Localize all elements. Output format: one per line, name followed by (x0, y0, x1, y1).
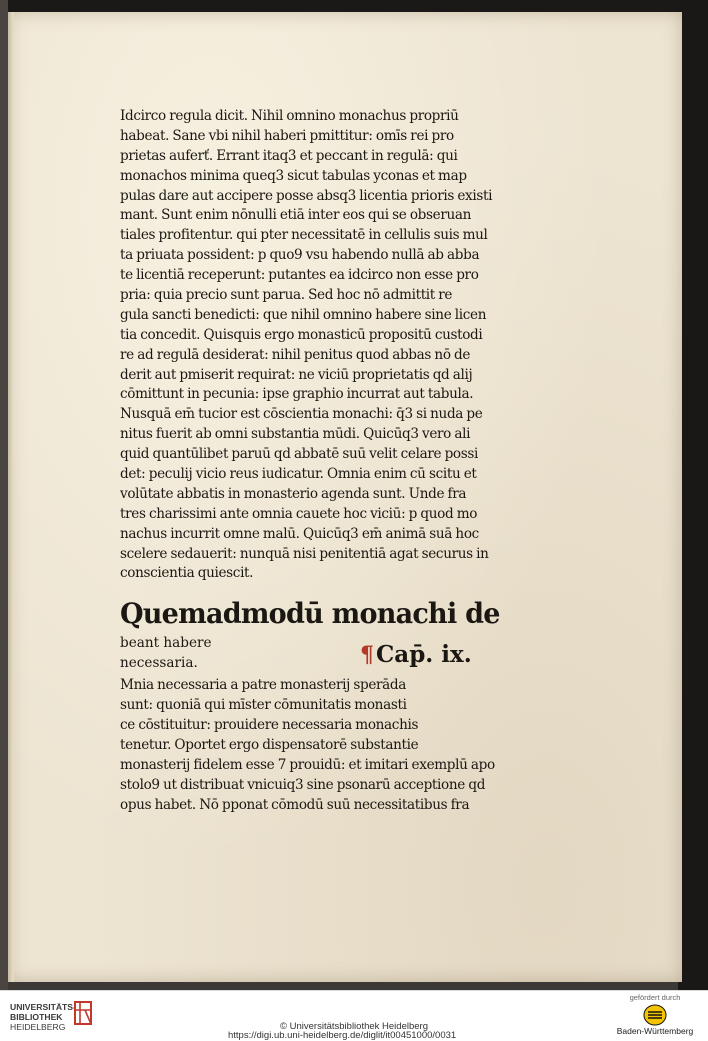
text-line: habeat. Sane vbi nihil haberi pmittitur: omīs rei pro (120, 127, 454, 144)
text-line: Idcirco regula dicit. Nihil omnino monachus propriū (120, 108, 459, 124)
scan-border-right (678, 0, 708, 990)
chapter-heading: Quemadmodū monachi de (120, 597, 500, 631)
text-line: nachus incurrit omne malū. Quicūq3 em̄ animā suā hoc (120, 525, 479, 542)
text-line: pulas dare aut accipere posse absq3 licentia prioris existi (120, 187, 493, 204)
text-line: cōmittunt in pecunia: ipse graphio incurrat aut tabula. (120, 386, 474, 403)
sponsor-name: Baden-Württemberg (616, 1026, 694, 1036)
text-line: sunt: quoniā qui mīster cōmunitatis monasti (120, 697, 407, 714)
text-line: pria: quia precio sunt parua. Sed hoc nō admittit re (120, 287, 453, 304)
permalink-url[interactable]: https://digi.ub.uni-heidelberg.de/diglit/it00451000/0031 (228, 1030, 457, 1041)
text-line: stolo9 ut distribuat vnicuiq3 sine psonarū acceptione qd (120, 776, 486, 793)
text-line: tres charissimi ante omnia cauete hoc viciū: p quod mo (120, 505, 478, 522)
text-line: te licentiā receperunt: putantes ea idcirco non esse pro (120, 267, 479, 284)
text-line: tenetur. Oportet ergo dispensatorē substantie (120, 737, 419, 754)
chapter-subheading-line: beant habere (120, 635, 212, 652)
text-line: mant. Sunt enim nōnulli etiā inter eos qui se obseruan (120, 207, 472, 224)
chapter-heading-row (120, 594, 530, 634)
text-line: tia concedit. Quisquis ergo monasticū propositū custodi (120, 326, 483, 343)
text-line: nitus fuerit ab omni substantia mūdi. Quicūq3 vero ali (120, 426, 471, 443)
library-name-line: HEIDELBERG (10, 1022, 66, 1032)
baden-wuerttemberg-crest-icon (642, 1004, 668, 1026)
library-name-line: UNIVERSITÄTS- (10, 1002, 76, 1012)
sponsor-block (612, 993, 698, 1036)
body-text-part-1 (120, 107, 530, 584)
text-line: monasterij fidelem esse 7 prouidū: et imitari exemplū apo (120, 756, 495, 773)
chapter-subheading-line: necessaria. (120, 655, 198, 672)
viewer-footer (0, 990, 708, 1041)
printed-text-block (120, 107, 530, 816)
text-line: gula sancti benedicti: que nihil omnino habere sine licen (120, 306, 487, 323)
text-line: prietas auferť. Errant itaq3 et peccant in regulā: qui (120, 147, 458, 164)
text-line: tiales profitentur. qui pter necessitatē in cellulis suis mul (120, 227, 488, 244)
text-line: derit aut pmiserit requirat: ne viciū proprietatis qd alij (120, 366, 473, 383)
chapter-subheading (120, 634, 212, 674)
text-line: conscientia quiescit. (120, 565, 254, 582)
text-line: scelere sedauerit: nunquā nisi penitentiā agat securus in (120, 545, 489, 562)
chapter-number (360, 640, 472, 670)
text-line: det: peculij vicio reus iudicatur. Omnia enim cū scitu et (120, 466, 477, 483)
text-line: Nusquā em̄ tucior est cōscientia monachi: q̄3 si nuda pe (120, 406, 483, 423)
text-line: volūtate abbatis in monasterio agenda sunt. Unde fra (120, 485, 467, 502)
text-line: quid quantūlibet paruū qd abbatē suū velit celare possi (120, 446, 479, 463)
text-line: re ad regulā desiderat: nihil penitus quod abbas nō de (120, 346, 471, 363)
library-name-line: BIBLIOTHEK (10, 1012, 63, 1022)
copyright-notice: © Universitätsbibliothek Heidelberg (280, 1021, 428, 1032)
sponsor-label: gefördert durch (629, 993, 681, 1002)
book-page (8, 12, 682, 982)
text-line: monachos minima queq3 sicut tabulas yconas et map (120, 167, 467, 184)
chapter-number-label: Cap̄. ix. (376, 641, 472, 669)
text-line: ce cōstituitur: prouidere necessaria monachis (120, 717, 419, 734)
text-line: Mnia necessaria a patre monasterij sperāda (120, 677, 407, 694)
rubric-paragraph-mark: ¶ (360, 642, 374, 669)
text-line: opus habet. Nō pponat cōmodū suū necessitatibus fra (120, 796, 470, 813)
page-binding-edge (8, 12, 14, 982)
text-line: ta priuata possident: p quo9 vsu habendo nullā ab abba (120, 247, 480, 264)
chapter-subheading-row (120, 634, 530, 676)
scan-border-left (0, 0, 8, 990)
body-text-part-2 (120, 676, 530, 815)
